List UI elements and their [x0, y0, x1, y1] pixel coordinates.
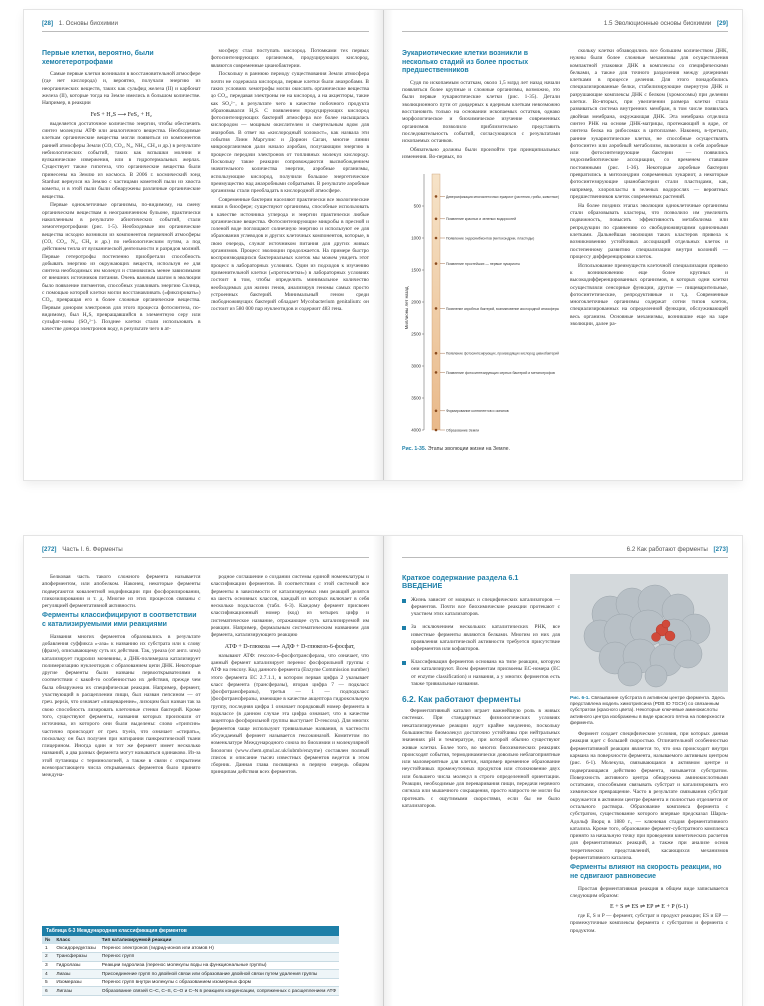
paragraph: Ферментативный катализ играет важнейшую роль в живых системах. При стандартных физиологических условиях некатализируемые реакции идут крайне медленно, поскольку большинство биомолекул достаточно устойчивы при нейтральных значениях pH и температуре, при которой обычно существуют живые клетки. Более того, во многих биохимических реакциях происходят события, термодинамически довольно неблагоприятные или маловероятные для клетки, например временное образование неустойчивых промежуточных продуктов или столкновение двух или большего числа молекул в строго определенной ориентации. Реакции, необходимые для переваривания пищи, передачи нервного сигнала или мышечного сокращения, просто напросто не могли бы протекать с ощутимыми скоростями, если бы не было катализаторов.: [402, 708, 560, 809]
chemical-formula: FeS + H₂S ⟶ FeS₂ + H₂: [90, 111, 152, 118]
figure-caption: [570, 696, 728, 727]
figure-caption: [402, 446, 560, 452]
text-column-2: [570, 574, 728, 992]
running-head-text: Часть I. 6. Ферменты: [62, 546, 123, 553]
paragraph: Современные бактерии населяют практически все экологические ниши в биосфере; существуют организмы, способные использовать в качестве источника углерода и энергии практически любые органические вещества. Фотосинтезирующие микробы в пресной и соленой воде поглощают солнечную энергию и используют ее для образования углеводов и других клеточных компонентов, которые, в свою очередь, служат источником питания для других живых организмов. Процесс эволюции продолжается. На примере быстро воспроизводящихся бактериальных клеток мы можем увидеть этот процесс в лабораторных условиях. Один из подходов к изучению применительной клетки («протоклетки») в лабораторных условиях состоит в том, чтобы определить минимальное количество необходимых для жизни генов, анализируя геномы самых просто устроенных бактерий. Минимальный геном среди свободноживущих бактерий обладает Mycobacterium genitalium: он состоит из 580 000 пар нуклеотидов и содержит 483 гена.: [210, 196, 369, 313]
event-marker: [435, 409, 438, 412]
table-row: [42, 944, 339, 952]
event-marker: [435, 351, 438, 354]
paragraph: Первые одноклеточные организмы, по-видимому, на смену органическим веществам в неограниченном бульоне, практически накопленным в результате абиотических событий, стали хемогетеротрофами (рис. 1-5). Необходимые им органические вещества исходно возникли из компонентов первичной атмосферы (CO, CO₂, N₂, CH₄ и др.) по небиологическим путям, а под действием тепла от вулканической деятельности и разрядов молний. Первые гетеротрофы постепенно приобретали способность добывать энергию из окружающих веществ, используя ее для синтеза необходимых им молекул и становились менее зависимыми от внешних источников питания. Очень важным шагом в эволюции было появление пигментов, способных улавливать энергию Солнца, с помощью которой клетки могли восстанавливать («фиксировать») CO₂, превращая его в более сложные органические вещества. Первым донором электронов для этого процесса фотосинтеза, по-видимому, был H₂S, превращавшийся в элементную серу или сульфат-ионы (SO₄²⁻). Позднее клетки стали использовать в качестве донора электронов воду, в результате чего в ат-: [42, 202, 201, 333]
table-cell: Изомеразы: [53, 978, 98, 987]
text-column-2: [570, 48, 728, 466]
event-marker: [435, 195, 438, 198]
table-cell: Перенос групп внутри молекулы с образованием изомерных форм: [99, 978, 339, 987]
paragraph: называют АТФ: гексозо-6-фосфотрансфераза, что означает, что данный фермент катализирует перенос фосфорильной группы с АТФ на гексозу. Код данного фермента (Enzyme Commission number) этого фермента ЕС 2.7.1.1, в котором первая цифра 2 указывает класс фермента (трансферазы), вторая цифра 7 — подкласс (фосфотрансферазы), третья — 1 — подподкласс (фосфотрансферазы, имеющие в качестве акцептора гидроксильную группу, последняя цифра 1 означает порядковый номер фермента в подклассе (в данном случае эта цифра означает, что в качестве акцептора фосфорильной группы выступает D-гексоза). Для многих ферментов чаще используют тривиальные названия, в частности обсуждаемый фермент называется гексокиназой. Комитетом по номенклатуре Международного союза по биохимии и молекулярной биологии (www.chem.qmul.ac.uk/iubmb/enzyme) составлен полный список и описание тысяч известных ферментов ведется в этом сборник. Данная глава посвящена в первую очередь общим принципам действия всех ферментов.: [210, 652, 369, 776]
event-label: Формирование континентов и океанов: [446, 408, 509, 413]
figure-caption-text: Этапы эволюции жизни на Земле.: [427, 445, 510, 452]
page-fold: [373, 536, 393, 1006]
event-marker: [435, 217, 438, 220]
page-number: [272]: [42, 546, 57, 553]
running-head-text: 1.5 Эволюционные основы биохимии: [603, 20, 712, 27]
paragraph: Фермент создает специфические условия, при которых данная реакция идет с большей скоростью. Отличительной особенностью ферментативной реакции является то, что она происходит внутри кармана на поверхности фермента, называемого активным центром (рис. 6-1). Молекула, связывающаяся в активном центре и подвергающаяся действию фермента, называется субстратом. Поверхность активного центра обнаружена аминокислотными остатками, способными связывать субстрат и катализировать его химическое превращение. Часто в результате связывания субстрат окружается в активном центре фермента и полностью отделяется от остального раствора. Образование комплекса фермента с субстратом, существование которого впервые предсказал Шарль-Адольф Вюрц в 1880 г., — ключевая стадия ферментативного катализа. Кроме того, образование фермент-субстратного комплекса принято за начальную точку при проведении кинетических расчетов для ферментативных реакций, а также при анализе основ теоретических представлений, касающихся механизмов ферментативного катализа.: [570, 731, 728, 862]
y-tick-label: 2500: [411, 331, 421, 337]
table-cell: 6: [42, 987, 53, 996]
table-row: [42, 970, 339, 979]
running-head: [42, 546, 369, 558]
page-number: [28]: [42, 20, 54, 27]
table-cell: Присоединение групп по двойной связи или образование двойной связи путем удаления группы: [99, 970, 339, 979]
y-tick-label: 1000: [411, 235, 421, 241]
figure-label: Рис. 1-35.: [402, 445, 427, 452]
event-label: Появление простейших — первые эукариоты: [446, 261, 520, 266]
paragraph: родное соглашение о создании системы единой номенклатуры и классификации ферментов. В соответствии с этой системой все ферменты в зависимости от катализируемых ими реакций делятся на шесть основных классов, каждый из которых включает в себя несколько подклассов (табл. 6-3). Каждому фермент присвоен классификационный номер (код) из четырех цифр и систематическое название, отражающее суть катализируемой им реакции. Например, формальным систематическим названием для фермента, катализирующего реакцию: [210, 574, 369, 639]
timeline-chart: [402, 168, 560, 440]
table-cell: Гидролазы: [53, 961, 98, 970]
running-head: [42, 20, 369, 32]
table-cell: 1: [42, 944, 53, 952]
summary-list: [402, 597, 560, 688]
timeline-bar: [432, 174, 440, 430]
event-marker: [435, 428, 438, 431]
list-item: Жизнь зависит от мощных и специфических катализаторов — ферментов. Почти все биохимические реакции протекают с участием этих катализаторов.: [402, 597, 560, 619]
table-cell: Перенос групп: [99, 953, 339, 962]
subheading: Ферменты влияют на скорость реакции, но не сдвигают равновесие: [570, 864, 722, 880]
page-272: [24, 536, 383, 1006]
paragraph: Самые первые клетки возникали в восстановительной атмосфере (где нет кислорода) и, вероятно, получали энергию из неорганических веществ, таких как сульфид железа (II) и карбонат железа (II), которые тогда на Земле имелись в большом количестве. Например, в реакции: [42, 71, 201, 107]
paragraph: Белковая часть такого сложного фермента называется апоферментом, или апобелком. Наконец, некоторые ферменты подвергаются ковалентной модификации при фосфорилировании, гликозилировании и т. д. Многие из этих процессов связаны с регуляцией ферментативной активности.: [42, 574, 201, 610]
table-cell: Лиазы: [53, 970, 98, 979]
paragraph: Поскольку в раннюю периоду существования Земли атмосфера почти не содержала кислорода, первые клетки были анаэробами. В таких условиях хемотрофы могли окислять органические вещества до CO₂, передавая электроны не на кислород, а на акцепторы, такие как SO₄²⁻, в результате чего в качестве побочного продукта образовывался H₂S. С появлением продуцирующих кислород фотосинтезирующих бактерий атмосфера все более насыщалась кислородом — мощным окислителем и смертельным ядом для анаэробов. В ответ на «кислородный холокост», как назвала эти события Линн Маргулис и Дорион Саган, многие линии микроорганизмов дали начало аэробам, получающим энергию в процессе передачи электронов от топливных молекул кислороду. Поскольку такие реакции сопровождаются высвобождением значительного количества энергии, аэробные организмы, использующие кислород, получили большое энергетическое преимущество над анаэробными собратьями. В результате аэробные организмы стали преобладать в кислородной атмосфере.: [210, 71, 369, 195]
text-column-2: [211, 48, 370, 466]
y-tick-label: 3000: [411, 363, 421, 369]
paragraph: Обязательно должны были произойти три принципиальных изменения. Во-первых, по: [402, 146, 560, 161]
event-marker: [435, 236, 438, 239]
table-cell: 5: [42, 978, 53, 987]
text-column-1: [402, 574, 560, 992]
event-label: Появление аэробных бактерий, возникновение кислородной атмосферы: [446, 306, 560, 311]
event-label: Появление фотосинтезирующих, производящих кислород цианобактерий: [446, 351, 560, 356]
table-row: [42, 978, 339, 987]
running-head-text: 1. Основы биохимии: [58, 20, 118, 27]
table-cell: Перенос электронов (гидрид-ионов или атомов Н): [99, 944, 339, 952]
table-cell: Реакции гидролиза (перенос молекулы воды на функциональные группы): [99, 961, 339, 970]
y-tick-label: 3500: [411, 395, 421, 401]
table-header: №: [42, 936, 53, 944]
figure-label: Рис. 6-1.: [570, 696, 590, 701]
event-label: Диверсификация многоклеточных эукариот (растения, грибы, животные): [446, 194, 559, 199]
event-label: Появление красных и зеленых водорослей: [446, 216, 517, 221]
table-row: [42, 953, 339, 962]
y-tick-label: 1500: [411, 267, 421, 273]
table-header: Класс: [53, 936, 98, 944]
table-cell: Оксидоредуктазы: [53, 944, 98, 952]
running-head-text: 6.2 Как работают ферменты: [626, 546, 708, 553]
y-tick-label: 500: [413, 203, 421, 209]
list-item: Классификация ферментов основана на типе реакции, которую они катализируют. Всем ферментам присвоены ЕС-номера (ЕС от enzyme classification) и названия, а у многих ферментов есть также тривиальные названия.: [402, 659, 560, 688]
enzyme-figure: [570, 574, 728, 692]
table-cell: 3: [42, 961, 53, 970]
equation: E + S ⇌ ES ⇌ EP ⇌ E + P (6-1): [610, 904, 688, 911]
reaction-formula: АТФ + D-глюкоза ⟶ АДФ + D-глюкозо-6-фосфат,: [224, 643, 355, 650]
y-tick-label: 2000: [411, 299, 421, 305]
event-marker: [435, 371, 438, 374]
table-cell: 4: [42, 970, 53, 979]
bottom-spread: [24, 536, 742, 1006]
running-head: [402, 20, 728, 32]
event-marker: [435, 307, 438, 310]
table-header-row: [42, 936, 339, 944]
page-fold: [373, 10, 393, 480]
table-cell: Образование связей С–С, С–S, С–О и С–N в реакциях конденсации, сопряженных с расщеплением АТФ: [99, 987, 339, 996]
event-label: Появление фотосинтезирующих серных бактерий и метанотрофов: [446, 370, 555, 375]
event-label: Образование Земли: [446, 427, 480, 432]
page-28: [24, 10, 383, 480]
event-label: Появление эндосимбионтов (митохондрии, пластиды): [446, 235, 535, 240]
summary-heading: Краткое содержание раздела 6.1 ВВЕДЕНИЕ: [402, 574, 519, 591]
top-spread: [24, 10, 742, 480]
paragraph: Судя по ископаемым остаткам, около 1,5 млрд лет назад начали появляться более крупные и сложные организмы, возможно, это были первые эукариотические клетки (рис. 1-35). Детали эволюционного пути от доядерных к ядерным клеткам невозможно восстановить только на основании ископаемых остатков, однако морфологическое и биохимическое изучение современных организмов позволило приблизительно представить последовательность событий, согласующихся с результатами ископаемых останков.: [402, 79, 560, 145]
y-axis-label: Миллионы лет назад: [404, 286, 409, 329]
running-head: [402, 546, 728, 558]
event-marker: [435, 262, 438, 265]
text-column-1: [402, 48, 560, 466]
table-cell: Лигазы: [53, 987, 98, 996]
list-item: За исключением нескольких каталитических РНК, все известные ферменты являются белками. Многим из них для проявления каталитической активности требуется присутствие коферментов или кофакторов.: [402, 624, 560, 653]
table-header: Тип катализируемой реакции: [99, 936, 339, 944]
figure-caption-text: Связывание субстрата в активном центре фермента. Здесь представлена модель химотрипсина (PDB ID 7GCH) со связанным субстратом (красного цвета). Некоторые ключевые аминокислоты активного центра изображены в виде красного пятна на поверхности фермента.: [570, 696, 725, 726]
y-tick-label: 4000: [411, 427, 421, 433]
enzyme-classification-table: [42, 926, 339, 996]
paragraph: На более поздних этапах эволюции одноклеточные организмы стали образовывать кластеры, что позволило им увеличить подвижность, повысить эффективность метаболизма или репродукции по сравнению со свободноживущими одиночными клетками. Дальнейшая эволюция таких кластеров привела к возникновению устойчивых ассоциаций отдельных клеток и постепенному развитию специализации внутри колоний — процессу дифференцировки клеток.: [570, 202, 728, 260]
paragraph: мосферу стал поступать кислород. Потомками тех первых фотосинтезирующих организмов, продуцирующих кислород, являются современные цианобактерии.: [210, 48, 369, 69]
table-caption: Таблица 6-3 Международная классификация ферментов: [42, 926, 339, 936]
page-number: [29]: [716, 20, 728, 27]
page-number: [273]: [713, 546, 728, 553]
paragraph: скольку клетки обзаводились все большим количеством ДНК, нужны были более сложные механизмы для осуществления компактной упаковки ДНК в комплексы со специфическими белками, а также для точного разделения между дочерними клетками в процессе деления. Для этого понадобились специализированные белки, стабилизирующие свернутую ДНК и разрушающие комплексы ДНК с белком (хромосомы) при делении клетки. Во-вторых, при увеличении размера клетки стала развиваться система внутренних мембран, в том числе появилась двойная мембрана, окружающая ДНК. Эта мембрана отделила синтез РНК на основе ДНК-матрицы, протекающий в ядре, от синтеза белка на рибосомах в цитоплазме. Наконец, в-третьих, ранние эукариотические клетки, не способные осуществлять фотосинтез или аэробный метаболизм, включили в себя аэробные или фотосинтезирующие бактерии — появились эндосимбиотические ассоциации, со временем ставшие постоянными (рис. 1-36). Некоторые аэробные бактерии превратились в митохондрии современных эукариот, а некоторые фотосинтезирующие цианобактерии стали пластидами, как, например, хлоропласты в зеленых водорослях — вероятных предшественников клеток современных растений.: [570, 48, 728, 200]
paragraph: Названия многих ферментов образовались в результате добавления суффикса «-аза» к названию их субстрата или к слову (фразе), описывающему суть их действия. Так, уреаза (от англ. urea) катализирует гидролиз мочевины, а ДНК-полимераза катализирует полимеризацию нуклеотидов с образованием цепи ДНК. Некоторые другие ферменты были названы первооткрывателями в соответствии с какой-то особенностью их действия, прежде чем была обнаружена их специфическая реакция. Например, фермент, участвующий в расщеплении пищи, был назван пепсином — от греч. pepsis, что означает «пищеварение», лизоцим был назван так за свою способность лизировать клеточные стенки бактерий. Кроме того, существуют ферменты, названия которых произошли от источника, из которого они были выделены: слово «трипсин» частично происходит от греч. tryein, что означает «стирать», поскольку он был получен при натирании панкреатической ткани глицерином. Иногда один и тот же фермент имеет несколько названий, а два разных фермента могут называться одинаково. Из-за этой путаницы с терминологией, а также в связи с открытием всевозрастающего числа открываемых ферментов было принято междуна-: [42, 633, 201, 779]
page-29: [383, 10, 742, 480]
evolution-timeline-figure: [402, 168, 560, 440]
section-heading: Эукариотические клетки возникли в несколько стадий из более простых предшественников: [402, 50, 529, 75]
section-heading: Первые клетки, вероятно, были хемогетеротрофами: [42, 50, 154, 66]
table-cell: Трансферазы: [53, 953, 98, 962]
section-heading: Ферменты классифицируют в соответствии с катализируемыми ими реакциями: [42, 612, 197, 629]
table-cell: 2: [42, 953, 53, 962]
chymotrypsin-model-image: [570, 574, 728, 692]
paragraph: Использование преимуществ клеточной специализации привело к возникновению еще более крупных и высокодифференцированных организмов, в которых одни клетки осуществляли сенсорные функции, другие — пищеварительные, фотосинтетические, репродуктивные и т.д. Современные многоклеточные организмы содержат сотни типов клеток, специализированных на определенной функции, обслуживающей весь организм. Основные механизмы, возникшие еще на заре эволюции, далее ра-: [570, 262, 728, 327]
paragraph: где E, S и P — фермент, субстрат и продукт реакции; ES и EP — промежуточные комплексы фермента с субстратом и фермента с продуктом.: [570, 913, 728, 934]
page-273: [383, 536, 742, 1006]
paragraph: Простая ферментативная реакция в общем виде записывается следующим образом:: [570, 885, 728, 899]
text-column-1: [42, 48, 201, 466]
section-heading: 6.2. Как работают ферменты: [402, 694, 521, 705]
paragraph: выделяется достаточное количество энергии, чтобы обеспечить синтез молекулы АТФ или аналогичного вещества. Необходимые клеткам органические вещества могли появиться из компонентов ранней атмосферы Земли (CO, CO₂, N₂, NH₃, CH₄ и др.) в результате небиологических событий, таких как вспышки молнии и вулканические извержения, или в гидротермальных жерлах. Существует также гипотеза, что органические вещества были принесены на Землю из космоса. В 2006 г. космический зонд Stardust вернулся на Землю с частицами кометной пыли из хвоста кометы, и в этой пыли были обнаружены различные органические вещества.: [42, 120, 201, 200]
table-row: [42, 987, 339, 996]
table-row: [42, 961, 339, 970]
